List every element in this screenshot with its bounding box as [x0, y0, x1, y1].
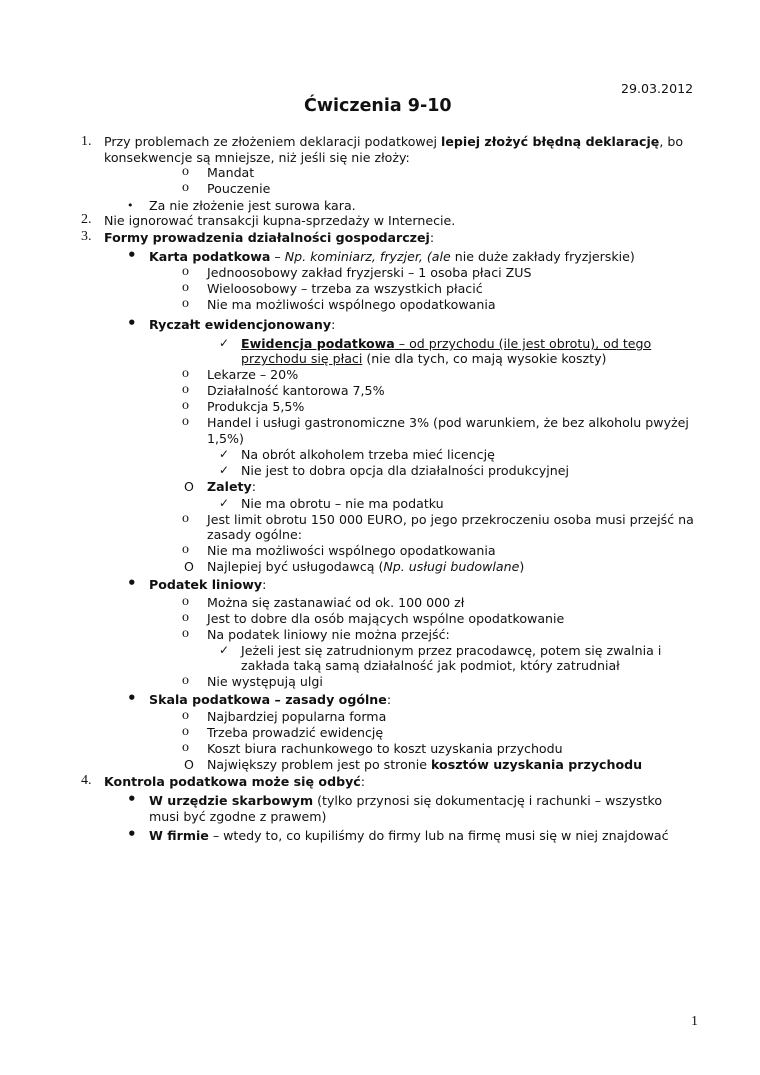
- list-item-text: [149, 828, 669, 844]
- text-span: :: [262, 577, 267, 592]
- circle-bullet-icon: o: [182, 280, 189, 295]
- italic-text: Np. usługi budowlane: [383, 559, 520, 574]
- list-item-text: Handel i usługi gastronomiczne 3% (pod warunkiem, że bez alkoholu pwyżej: [207, 415, 689, 430]
- subsection-heading: [149, 692, 391, 708]
- circle-bullet-icon: o: [182, 594, 189, 609]
- bold-text: W firmie: [149, 828, 209, 843]
- list-item-text: Jeżeli jest się zatrudnionym przez pracodawcę, potem się zwalnia i: [241, 643, 662, 658]
- list-item-text: Lekarze – 20%: [207, 367, 299, 382]
- list-item-text: Można się zastanawiać od ok. 100 000 zł: [207, 595, 465, 610]
- checkmark-icon: ✓: [219, 496, 230, 510]
- bold-text: Podatek liniowy: [149, 577, 263, 592]
- circle-bullet-icon: o: [182, 724, 189, 739]
- list-item-text: zasady ogólne:: [207, 527, 302, 542]
- list-item-text: musi być zgodne z prawem): [149, 809, 327, 824]
- circle-bullet-icon: O: [184, 757, 194, 772]
- circle-bullet-icon: o: [182, 673, 189, 688]
- checkmark-icon: ✓: [219, 463, 230, 477]
- italic-text: Np. kominiarz, fryzjer, (ale: [284, 249, 451, 264]
- text-span: Największy problem jest po stronie: [207, 757, 432, 772]
- checkmark-icon: ✓: [219, 336, 230, 350]
- text-span: –: [270, 249, 285, 264]
- list-item-text: [149, 793, 662, 809]
- bold-text: Formy prowadzenia działalności gospodarczej: [104, 230, 430, 245]
- list-item-text: Na obrót alkoholem trzeba mieć licencję: [241, 447, 495, 462]
- text-span: :: [386, 692, 392, 707]
- list-item-text: Mandat: [207, 165, 255, 180]
- circle-bullet-icon: O: [184, 559, 194, 574]
- bullet-icon: •: [127, 689, 137, 707]
- circle-bullet-icon: o: [182, 264, 189, 279]
- list-number: 4.: [81, 773, 92, 788]
- text-span: , bo: [659, 134, 684, 149]
- list-item-text: Działalność kantorowa 7,5%: [207, 383, 385, 398]
- underlined-text: – od przychodu (ile jest obrotu), od tego: [394, 336, 652, 351]
- list-item-text: [241, 351, 606, 367]
- bullet-icon: •: [127, 246, 137, 264]
- list-item-text: Jest limit obrotu 150 000 EURO, po jego przekroczeniu osoba musi przejść na: [207, 512, 694, 527]
- list-item-text: Nie ma obrotu – nie ma podatku: [241, 496, 444, 511]
- subsection-heading: [149, 249, 635, 265]
- list-item-text: Jednoosobowy zakład fryzjerski – 1 osoba płaci ZUS: [207, 265, 532, 280]
- list-item-text: [207, 757, 642, 773]
- bold-text: W urzędzie skarbowym: [149, 793, 314, 808]
- circle-bullet-icon: o: [182, 414, 189, 429]
- circle-bullet-icon: o: [182, 366, 189, 381]
- text-span: (tylko przynosi się dokumentację i rachunki – wszystko: [313, 793, 663, 808]
- text-span: :: [360, 774, 366, 789]
- underlined-text: przychodu się płaci: [241, 351, 363, 366]
- document-date: 29.03.2012: [621, 81, 694, 96]
- circle-bullet-icon: o: [182, 164, 189, 179]
- list-item-text: Na podatek liniowy nie można przejść:: [207, 627, 450, 642]
- list-number: 3.: [81, 229, 92, 244]
- list-item-text: Za nie złożenie jest surowa kara.: [149, 198, 356, 213]
- text-span: :: [251, 479, 256, 494]
- list-item-text: Koszt biura rachunkowego to koszt uzyskania przychodu: [207, 741, 563, 756]
- list-item-text: Nie jest to dobra opcja dla działalności produkcyjnej: [241, 463, 569, 478]
- bold-text: Kontrola podatkowa może się odbyć: [104, 774, 361, 789]
- page-title: Ćwiczenia 9-10: [304, 96, 452, 116]
- bold-text: kosztów uzyskania przychodu: [431, 757, 643, 772]
- text-span: ): [519, 559, 525, 574]
- circle-bullet-icon: o: [182, 610, 189, 625]
- list-number: 1.: [81, 134, 92, 149]
- circle-bullet-icon: o: [182, 398, 189, 413]
- list-item-text: 1,5%): [207, 431, 244, 446]
- bold-text: lepiej złożyć błędną deklarację: [441, 134, 660, 149]
- circle-bullet-icon: O: [184, 479, 194, 494]
- bullet-icon: •: [127, 314, 137, 332]
- list-item-text: Pouczenie: [207, 181, 271, 196]
- page-number: 1: [691, 1014, 698, 1029]
- circle-bullet-icon: o: [182, 626, 189, 641]
- section-heading: [104, 774, 365, 790]
- text-span: :: [331, 317, 336, 332]
- list-item-text: konsekwencje są mniejsze, niż jeśli się nie złoży:: [104, 150, 410, 165]
- list-item-text: Najbardziej popularna forma: [207, 709, 387, 724]
- list-item-text: Nie występują ulgi: [207, 674, 323, 689]
- list-item-text: Nie ignorować transakcji kupna-sprzedaży w Internecie.: [104, 213, 456, 228]
- circle-bullet-icon: o: [182, 740, 189, 755]
- circle-bullet-icon: o: [182, 542, 189, 557]
- list-item-text: [207, 559, 524, 575]
- section-heading: [104, 230, 434, 246]
- bold-text: Ewidencja podatkowa: [241, 336, 395, 351]
- bullet-icon: •: [127, 790, 137, 808]
- text-span: (nie dla tych, co mają wysokie koszty): [362, 351, 607, 366]
- list-item-text: Nie ma możliwości wspólnego opodatkowania: [207, 297, 496, 312]
- list-item-text: [241, 336, 651, 352]
- subsection-heading: [149, 577, 266, 593]
- list-number: 2.: [81, 212, 92, 227]
- list-item-text: Trzeba prowadzić ewidencję: [207, 725, 384, 740]
- text-span: Najlepiej być usługodawcą (: [207, 559, 384, 574]
- bold-text: Zalety: [207, 479, 252, 494]
- list-item-text: Jest to dobre dla osób mających wspólne opodatkowanie: [207, 611, 565, 626]
- circle-bullet-icon: o: [182, 296, 189, 311]
- text-span: – wtedy to, co kupiliśmy do firmy lub na firmę musi się w niej znajdować: [208, 828, 669, 843]
- text-span: Przy problemach ze złożeniem deklaracji podatkowej: [104, 134, 441, 149]
- checkmark-icon: ✓: [219, 447, 230, 461]
- bullet-icon: •: [127, 574, 137, 592]
- text-span: :: [429, 230, 435, 245]
- list-item-text: [207, 479, 256, 495]
- circle-bullet-icon: o: [182, 708, 189, 723]
- bold-text: Skala podatkowa – zasady ogólne: [149, 692, 387, 707]
- list-item-text: [104, 134, 683, 150]
- bold-text: Karta podatkowa: [149, 249, 271, 264]
- bullet-icon: •: [127, 199, 134, 212]
- circle-bullet-icon: o: [182, 511, 189, 526]
- text-span: nie duże zakłady fryzjerskie): [450, 249, 635, 264]
- subsection-heading: [149, 317, 335, 333]
- list-item-text: Produkcja 5,5%: [207, 399, 305, 414]
- bold-text: Ryczałt ewidencjonowany: [149, 317, 332, 332]
- list-item-text: zakłada taką samą działalność jak podmiot, który zatrudniał: [241, 658, 620, 673]
- circle-bullet-icon: o: [182, 382, 189, 397]
- list-item-text: Wieloosobowy – trzeba za wszystkich płacić: [207, 281, 483, 296]
- bullet-icon: •: [127, 825, 137, 843]
- circle-bullet-icon: o: [182, 180, 189, 195]
- list-item-text: Nie ma możliwości wspólnego opodatkowania: [207, 543, 496, 558]
- checkmark-icon: ✓: [219, 643, 230, 657]
